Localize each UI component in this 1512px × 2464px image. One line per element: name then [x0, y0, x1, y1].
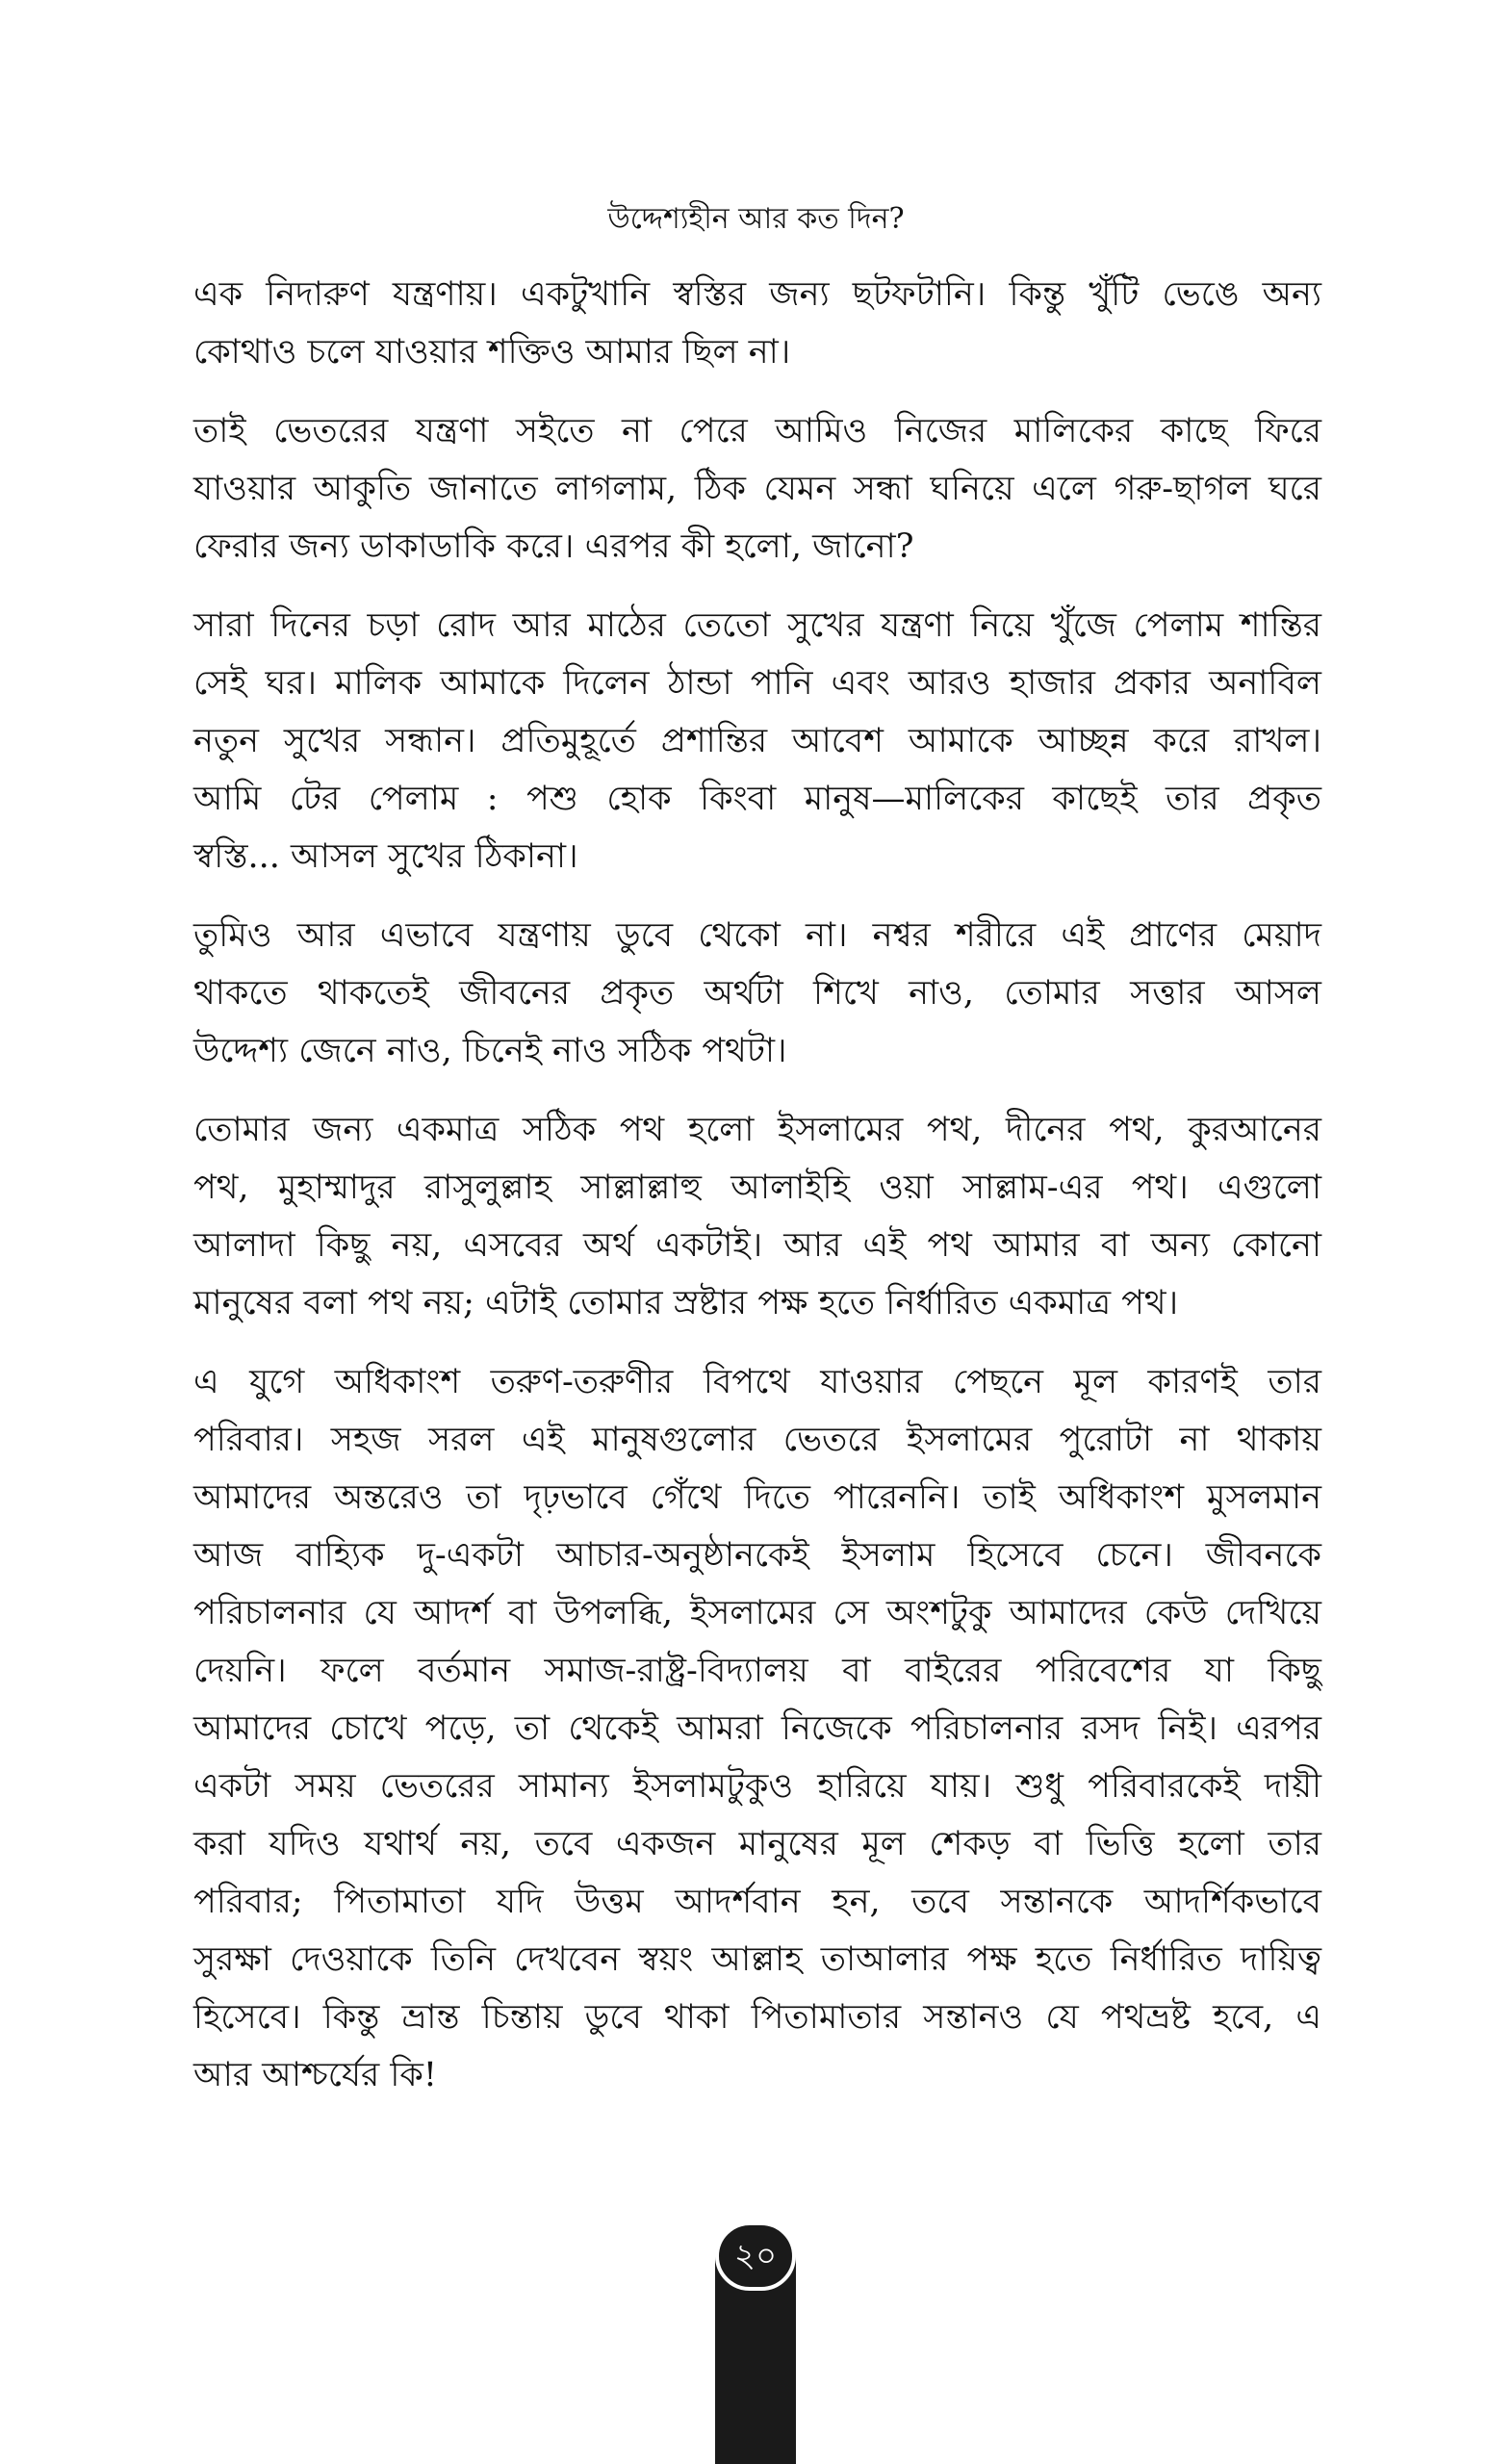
text-line: থাকতে থাকতেই জীবনের প্রকৃত অর্থটা শিখে নাও, তোমার সত্তার আসল — [193, 974, 1321, 1013]
paragraph — [193, 597, 1321, 886]
text-line: নতুন সুখের সন্ধান। প্রতিমুহূর্তে প্রশান্তির আবেশ আমাকে আচ্ছন্ন করে রাখল। — [193, 722, 1321, 760]
text-line: মানুষের বলা পথ নয়; এটাই তোমার স্রষ্টার পক্ষ হতে নির্ধারিত একমাত্র পথ। — [193, 1284, 1179, 1322]
text-line: আমাদের চোখে পড়ে, তা থেকেই আমরা নিজেকে পরিচালনার রসদ নিই। এরপর — [193, 1709, 1321, 1748]
text-line: এক নিদারুণ যন্ত্রণায়। একটুখানি স্বস্তির জন্য ছটফটানি। কিন্তু খুঁটি ভেঙে অন্য — [193, 275, 1321, 314]
text-line: আমি টের পেলাম : পশু হোক কিংবা মানুষ—মালিকের কাছেই তার প্রকৃত — [193, 780, 1321, 818]
text-line: সেই ঘর। মালিক আমাকে দিলেন ঠান্ডা পানি এবং আরও হাজার প্রকার অনাবিল — [193, 664, 1321, 703]
text-line: তাই ভেতরের যন্ত্রণা সইতে না পেরে আমিও নিজের মালিকের কাছে ফিরে — [193, 412, 1321, 450]
text-line: পরিবার; পিতামাতা যদি উত্তম আদর্শবান হন, তবে সন্তানকে আদর্শিকভাবে — [193, 1883, 1321, 1921]
text-line: পরিচালনার যে আদর্শ বা উপলব্ধি, ইসলামের সে অংশটুকু আমাদের কেউ দেখিয়ে — [193, 1594, 1321, 1632]
text-line: আজ বাহ্যিক দু-একটা আচার-অনুষ্ঠানকেই ইসলাম হিসেবে চেনে। জীবনকে — [193, 1536, 1321, 1575]
text-line: যাওয়ার আকুতি জানাতে লাগলাম, ঠিক যেমন সন্ধা ঘনিয়ে এলে গরু-ছাগল ঘরে — [193, 470, 1321, 508]
body-text — [193, 266, 1321, 2125]
text-line: আর আশ্চর্যের কি! — [193, 2056, 437, 2094]
paragraph — [193, 907, 1321, 1080]
paragraph — [193, 402, 1321, 576]
text-line: তুমিও আর এভাবে যন্ত্রণায় ডুবে থেকো না। নশ্বর শরীরে এই প্রাণের মেয়াদ — [193, 916, 1321, 955]
running-header-title: উদ্দেশ্যহীন আর কত দিন? — [607, 202, 905, 236]
text-line: উদ্দেশ্য জেনে নাও, চিনেই নাও সঠিক পথটা। — [193, 1032, 787, 1070]
text-line: এ যুগে অধিকাংশ তরুণ-তরুণীর বিপথে যাওয়ার পেছনে মূল কারণই তার — [193, 1363, 1321, 1401]
text-line: আলাদা কিছু নয়, এসবের অর্থ একটাই। আর এই পথ আমার বা অন্য কোনো — [193, 1226, 1321, 1265]
page-number: ২০ — [715, 2221, 796, 2291]
text-line: পরিবার। সহজ সরল এই মানুষগুলোর ভেতরে ইসলামের পুরোটা না থাকায় — [193, 1421, 1321, 1459]
text-line: আমাদের অন্তরেও তা দৃঢ়ভাবে গেঁথে দিতে পারেননি। তাই অধিকাংশ মুসলমান — [193, 1478, 1321, 1517]
text-line: ফেরার জন্য ডাকাডাকি করে। এরপর কী হলো, জানো? — [193, 527, 914, 566]
paragraph — [193, 1101, 1321, 1332]
text-line: সুরক্ষা দেওয়াকে তিনি দেখবেন স্বয়ং আল্লাহ তাআলার পক্ষ হতে নির্ধারিত দায়িত্ব — [193, 1940, 1321, 1979]
paragraph — [193, 1353, 1321, 2104]
text-line: একটা সময় ভেতরের সামান্য ইসলামটুকুও হারিয়ে যায়। শুধু পরিবারকেই দায়ী — [193, 1767, 1321, 1806]
text-line: করা যদিও যথার্থ নয়, তবে একজন মানুষের মূল শেকড় বা ভিত্তি হলো তার — [193, 1825, 1321, 1863]
text-line: দেয়নি। ফলে বর্তমান সমাজ-রাষ্ট্র-বিদ্যালয় বা বাইরের পরিবেশের যা কিছু — [193, 1652, 1321, 1690]
text-line: পথ, মুহাম্মাদুর রাসুলুল্লাহ সাল্লাল্লাহু আলাইহি ওয়া সাল্লাম-এর পথ। এগুলো — [193, 1168, 1321, 1207]
text-line: তোমার জন্য একমাত্র সঠিক পথ হলো ইসলামের পথ, দীনের পথ, কুরআনের — [193, 1111, 1321, 1149]
text-line: হিসেবে। কিন্তু ভ্রান্ত চিন্তায় ডুবে থাকা পিতামাতার সন্তানও যে পথভ্রষ্ট হবে, এ — [193, 1998, 1321, 2037]
text-line: সারা দিনের চড়া রোদ আর মাঠের তেতো সুখের যন্ত্রণা নিয়ে খুঁজে পেলাম শান্তির — [193, 606, 1321, 645]
text-line: স্বস্তি... আসল সুখের ঠিকানা। — [193, 837, 578, 876]
text-line: কোথাও চলে যাওয়ার শক্তিও আমার ছিল না। — [193, 333, 791, 372]
paragraph — [193, 266, 1321, 381]
